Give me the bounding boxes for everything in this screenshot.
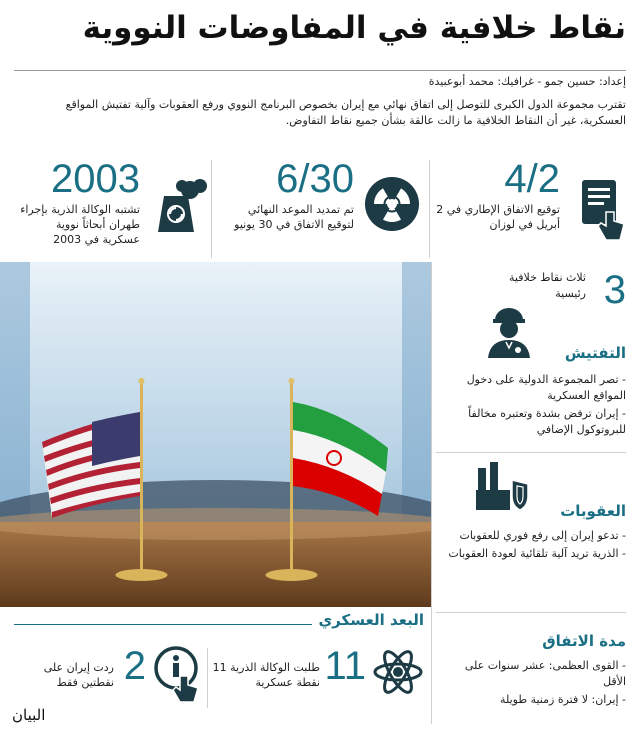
nuclear-plant-icon xyxy=(150,174,210,238)
albayan-logo: البيان xyxy=(12,706,46,724)
info-touch-icon xyxy=(154,646,204,706)
intro-text: تقترب مجموعة الدول الكبرى للتوصل إلى اتفاق نهائي مع إيران بخصوص البرنامج النووي ورفع العقوبات وآلية تفتيش المواقع العسكرية، غير أن النقاط الخلافية ما زالت عالقة بشأن جميع نقاط التفاوض. xyxy=(65,98,626,127)
disputes-column xyxy=(432,262,640,730)
sanctions-bullets xyxy=(440,528,626,564)
stat-text: تشتبه الوكالة الذرية بإجراء طهران أبحاثاً نووية عسكرية في 2003 xyxy=(20,203,140,246)
duration-bullet: - إيران: لا فترة زمنية طويلة xyxy=(500,693,626,706)
title-divider xyxy=(14,70,626,71)
stat-agreement xyxy=(430,158,626,258)
duration-bullets xyxy=(440,658,626,710)
flags-photo xyxy=(0,262,432,607)
divider xyxy=(431,262,432,724)
stat-text: تم تمديد الموعد النهائي لتوقيع الاتفاق في 30 يونيو xyxy=(234,203,354,231)
divider xyxy=(436,452,626,453)
radiation-icon xyxy=(364,176,420,236)
military-item-response xyxy=(14,646,204,712)
atom-icon xyxy=(372,646,424,702)
inspection-bullets xyxy=(440,372,626,440)
stat-research xyxy=(14,158,210,258)
stat-number: 4/2 xyxy=(504,157,560,201)
military-number: 11 xyxy=(324,644,366,688)
military-number: 2 xyxy=(123,644,146,688)
duration-heading: مدة الاتفاق xyxy=(542,632,626,650)
duration-bullet: - القوى العظمى: عشر سنوات على الأقل xyxy=(464,659,626,688)
military-text: ردت إيران على نقطتين فقط xyxy=(43,661,114,689)
inspector-icon xyxy=(484,304,534,362)
sanctions-heading: العقوبات xyxy=(560,502,626,520)
stat-text: توقيع الاتفاق الإطاري في 2 أبريل في لوزان xyxy=(436,203,560,231)
divider xyxy=(436,612,626,613)
document-touch-icon xyxy=(578,176,626,246)
inspection-heading: التفتيش xyxy=(564,344,626,362)
factory-shield-icon xyxy=(474,460,530,516)
divider xyxy=(211,160,212,258)
points-number: 3 xyxy=(603,268,626,312)
military-text: طلبت الوكالة الذرية 11 نقطة عسكرية xyxy=(212,661,320,689)
stat-number: 2003 xyxy=(51,157,140,201)
inspection-bullet: - إيران ترفض بشدة وتعتبره مخالفاً للبروتوكول الإضافي xyxy=(468,407,626,436)
credits: إعداد: حسين جمو - غرافيك: محمد أبوعبيدة xyxy=(428,75,626,88)
points-text: ثلاث نقاط خلافية رئيسية xyxy=(509,271,586,300)
sanctions-bullet: - تدعو إيران إلى رفع فوري للعقوبات xyxy=(459,529,626,542)
military-heading: البعد العسكري xyxy=(318,611,424,629)
military-item-requests xyxy=(210,646,424,712)
divider xyxy=(207,648,208,708)
divider xyxy=(429,160,430,258)
sanctions-bullet: - الذرية تريد آلية تلقائية لعودة العقوبات xyxy=(448,547,626,560)
page-title: نقاط خلافية في المفاوضات النووية xyxy=(82,10,626,46)
stat-deadline xyxy=(220,158,420,258)
inspection-bullet: - تصر المجموعة الدولية على دخول المواقع العسكرية xyxy=(466,373,626,402)
stat-number: 6/30 xyxy=(276,157,354,201)
military-underline xyxy=(14,624,312,625)
